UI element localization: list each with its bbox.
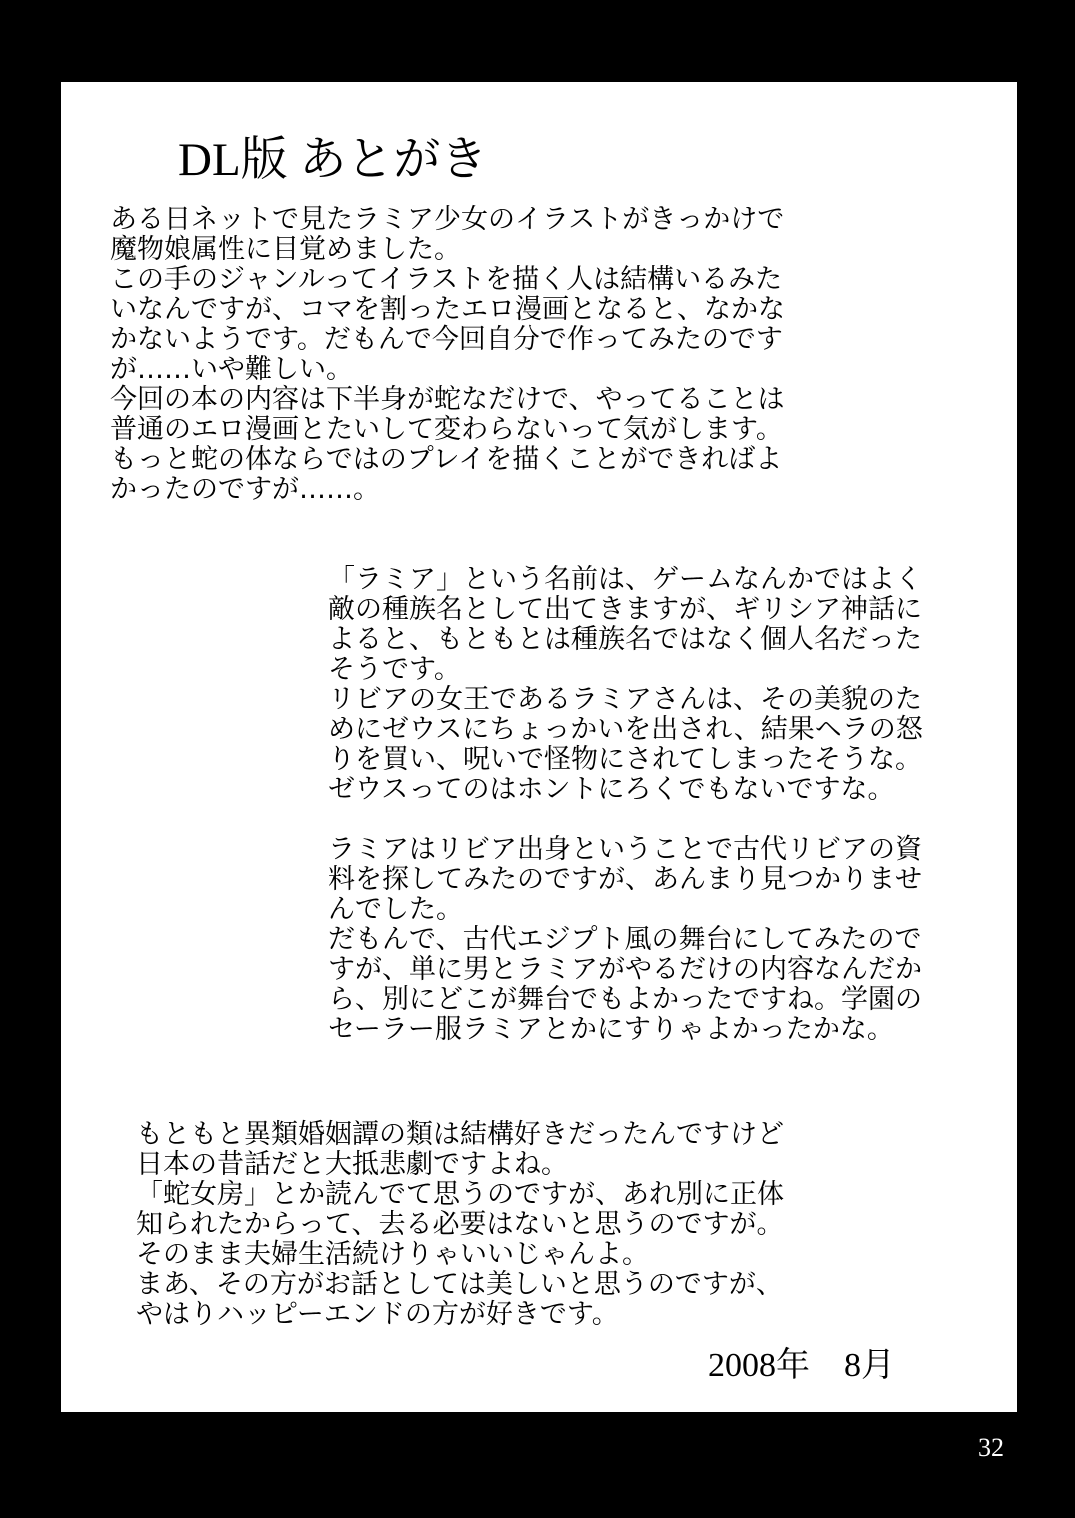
text-line: そうです。: [328, 654, 461, 685]
text-line: りを買い、呪いで怪物にされてしまったそうな。: [328, 744, 922, 775]
paragraph-intro: [110, 205, 785, 505]
text-line: ら、別にどこが舞台でもよかったですね。学園の: [328, 984, 922, 1015]
text-line: まあ、その方がお話としては美しいと思うのですが、: [136, 1269, 783, 1300]
text-line: いなんですが、コマを割ったエロ漫画となると、なかな: [110, 294, 785, 325]
text-line: もっと蛇の体ならではのプレイを描くことができればよ: [110, 444, 783, 475]
text-line: 魔物娘属性に目覚めました。: [110, 234, 461, 265]
text-line: この手のジャンルってイラストを描く人は結構いるみた: [110, 264, 783, 295]
paragraph-closing: [136, 1120, 784, 1330]
text-line: だもんで、古代エジプト風の舞台にしてみたので: [328, 924, 922, 955]
text-line: 知られたからって、去る必要はないと思うのですが。: [136, 1209, 784, 1240]
text-line: セーラー服ラミアとかにすりゃよかったかな。: [328, 1014, 894, 1045]
page-title: DL版 あとがき: [178, 134, 488, 186]
blank-line: [328, 805, 923, 835]
paragraph-lamia-notes: [328, 565, 923, 1045]
text-line: 料を探してみたのですが、あんまり見つかりませ: [328, 864, 922, 895]
text-line: よると、もともとは種族名ではなく個人名だった: [328, 624, 922, 655]
text-line: もともと異類婚姻譚の類は結構好きだったんですけど: [136, 1119, 784, 1150]
text-line: めにゼウスにちょっかいを出され、結果ヘラの怒: [328, 714, 923, 745]
text-line: 「ラミア」という名前は、ゲームなんかではよく: [328, 564, 922, 595]
text-line: かったのですが……。: [110, 474, 380, 505]
text-line: リビアの女王であるラミアさんは、その美貌のた: [328, 684, 922, 715]
date-signature: 2008年 8月: [708, 1347, 895, 1384]
text-line: ある日ネットで見たラミア少女のイラストがきっかけで: [110, 204, 785, 235]
text-line: が……いや難しい。: [110, 354, 353, 385]
text-line: んでした。: [328, 894, 463, 925]
text-line: かないようです。だもんで今回自分で作ってみたのです: [110, 324, 783, 355]
text-line: やはりハッピーエンドの方が好きです。: [136, 1299, 619, 1330]
text-line: そのまま夫婦生活続けりゃいいじゃんよ。: [136, 1239, 649, 1270]
page-number: 32: [978, 1433, 1004, 1462]
text-line: 敵の種族名として出てきますが、ギリシア神話に: [328, 594, 922, 625]
text-line: すが、単に男とラミアがやるだけの内容なんだか: [328, 954, 922, 985]
text-line: 普通のエロ漫画とたいして変わらないって気がします。: [110, 414, 783, 445]
text-line: ラミアはリビア出身ということで古代リビアの資: [328, 834, 922, 865]
text-line: 今回の本の内容は下半身が蛇なだけで、やってることは: [110, 384, 785, 415]
text-line: ゼウスってのはホントにろくでもないですな。: [328, 774, 895, 805]
text-line: 「蛇女房」とか読んでて思うのですが、あれ別に正体: [136, 1179, 784, 1210]
text-line: 日本の昔話だと大抵悲劇ですよね。: [136, 1149, 568, 1180]
